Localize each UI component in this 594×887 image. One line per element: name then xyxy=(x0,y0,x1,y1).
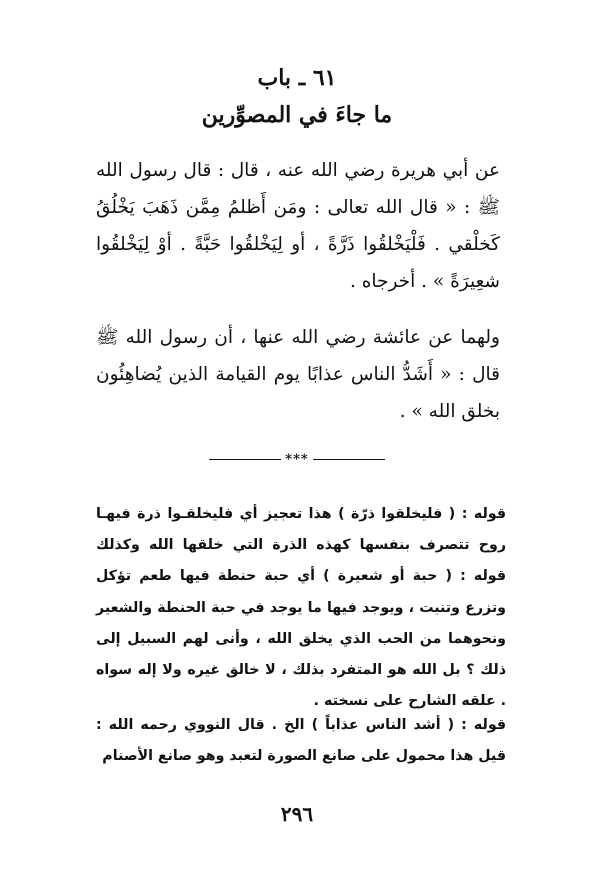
hadith-paragraph: عن أبي هريرة رضي الله عنه ، قال : قال رسول الله ﷺ : « قال الله تعالى : ومَن أَظلمُ مِمَّن ذَهَبَ يَخْلُقُ كَخلْقي . فَلْيَخْلقُوا ذَرَّةً ، أو لِيَخْلقُوا حَبَّةً . أوْ لِيَخْلقُوا شعِيرَةً » . أخرجاه . xyxy=(96,160,500,292)
separator-stars: *** xyxy=(285,452,309,467)
chapter-number: ٦١ ـ باب xyxy=(257,65,337,91)
separator-line xyxy=(313,459,385,460)
commentary-paragraph: قوله : ( فليخلقوا ذرّة ) هذا تعجيز أي فليخلقـوا ذرة فيهـا روح تتصرف بنفسها كهذه الذرة التي خلقها الله وكذلك قوله : ( حبة أو شعيرة ) أي حبة حنطة فيها طعم تؤكل وتزرع وتنبت ، ويوجد فيها ما يوجد في حبة الحنطة والشعير ونحوهما من الحب الذي يخلق الله ، وأنى لهم السبيل إلى ذلك ؟ بل الله هو المتفرد بذلك ، لا خالق غيره ولا إله سواه . علقه الشارح على نسخته . xyxy=(96,506,506,710)
page-number: ٢٩٦ xyxy=(280,802,314,826)
chapter-title: ما جاءَ في المصوِّرين xyxy=(201,102,393,128)
hadith-paragraph: ولهما عن عائشة رضي الله عنها ، أن رسول الله ﷺ قال : « أَشَدُّ الناس عذابًا يوم القيامة الذين يُضاهِئُون بخلق الله » . xyxy=(96,327,500,422)
section-separator xyxy=(0,452,594,467)
commentary-paragraph: قوله : ( أشد الناس عذاباً ) الخ . قال النووي رحمه الله : قيل هذا محمول على صانع الصورة لتعبد وهو صانع الأصنام xyxy=(96,717,506,765)
separator-line xyxy=(209,459,281,460)
